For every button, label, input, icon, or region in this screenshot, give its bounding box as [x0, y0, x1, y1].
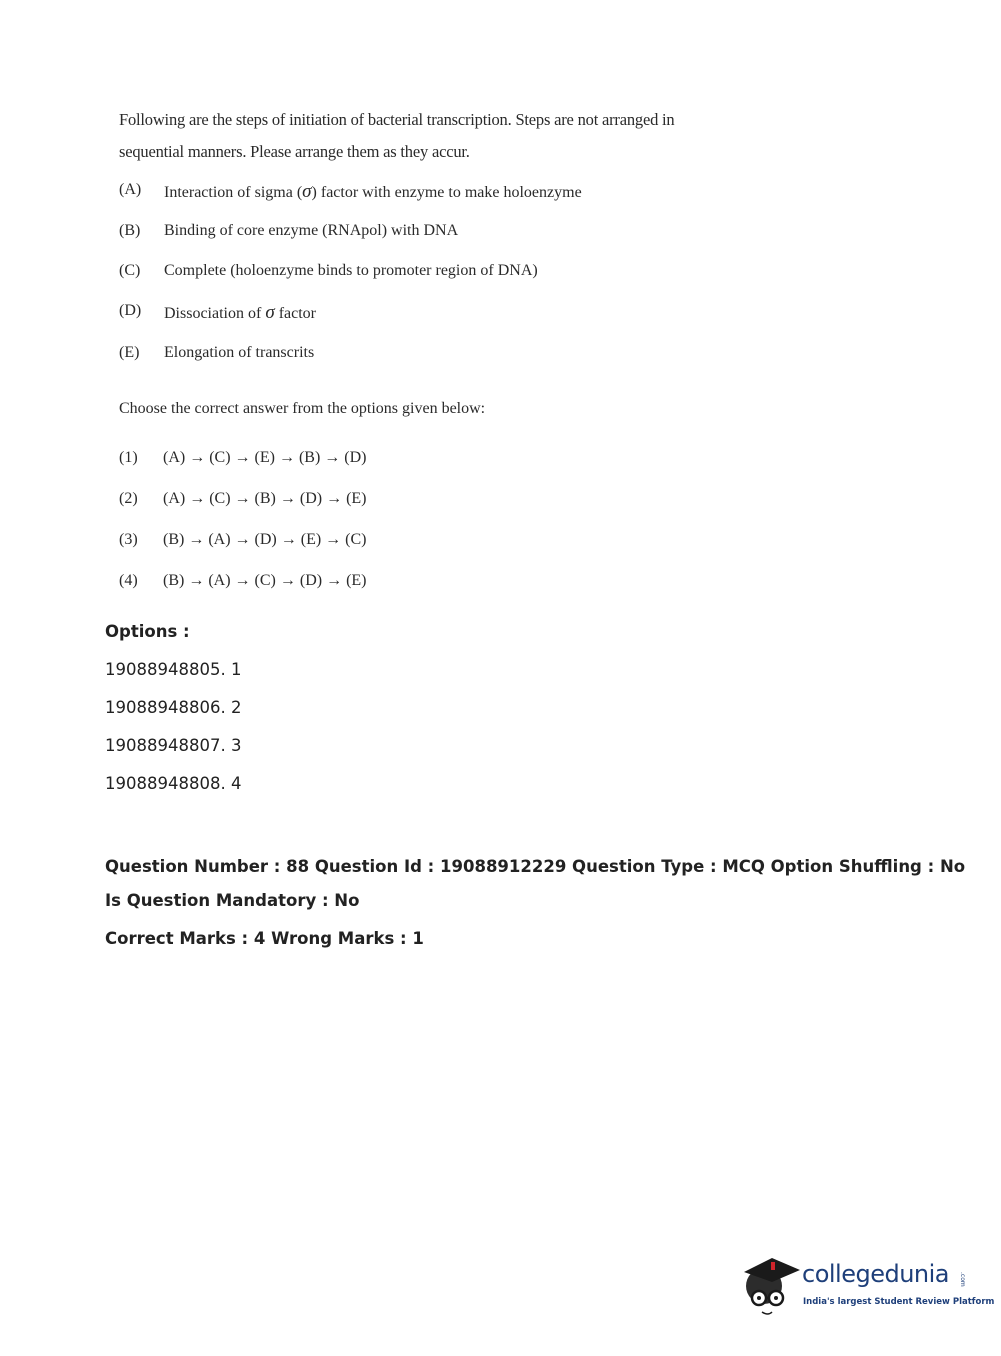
statement-text: Dissociation of — [164, 305, 266, 322]
sigma-symbol: σ — [302, 181, 312, 202]
option-item: 19088948805. 1 — [105, 660, 242, 679]
question-marks-line: Correct Marks : 4 Wrong Marks : 1 — [105, 929, 424, 948]
statement-tag: (E) — [119, 344, 140, 361]
statement-text: Binding of core enzyme (RNApol) with DNA — [164, 222, 459, 239]
choice-tag: (2) — [119, 490, 138, 507]
statement-tag: (D) — [119, 302, 142, 319]
statement-tag: (A) — [119, 181, 142, 198]
statement-text: Complete (holoenzyme binds to promoter region of DNA) — [164, 262, 538, 279]
statement-text: Elongation of transcrits — [164, 344, 315, 361]
question-instruction: Choose the correct answer from the options given below: — [119, 400, 486, 417]
sigma-symbol: σ — [265, 302, 275, 323]
question-info-line: Question Number : 88 Question Id : 19088912229 Question Type : MCQ Option Shuffling : No — [105, 857, 966, 876]
choice-tag: (1) — [119, 449, 138, 466]
option-item: 19088948806. 2 — [105, 698, 242, 717]
option-item: 19088948807. 3 — [105, 736, 242, 755]
statement-text: ) factor with enzyme to make holoenzyme — [311, 184, 582, 201]
options-heading: Options : — [105, 622, 190, 641]
choice-text: (A) → (C) → (B) → (D) → (E) — [163, 490, 367, 507]
statement-tag: (B) — [119, 222, 141, 239]
choice-text: (B) → (A) → (C) → (D) → (E) — [163, 572, 367, 589]
choice-tag: (4) — [119, 572, 138, 589]
statement-text: Interaction of sigma ( — [164, 184, 303, 201]
question-mandatory-line: Is Question Mandatory : No — [105, 891, 360, 910]
choice-tag: (3) — [119, 531, 138, 548]
statement-tag: (C) — [119, 262, 141, 279]
question-intro-line-1: Following are the steps of initiation of bacterial transcription. Steps are not arranged in — [119, 110, 675, 129]
question-intro-line-2: sequential manners. Please arrange them as they accur. — [119, 142, 470, 161]
choice-text: (A) → (C) → (E) → (B) → (D) — [163, 449, 367, 466]
statement-text: factor — [274, 305, 317, 322]
mascot-icon — [742, 1250, 802, 1320]
option-item: 19088948808. 4 — [105, 774, 242, 793]
logo-tagline: India's largest Student Review Platform — [803, 1297, 995, 1307]
logo-dotcom: .com — [959, 1272, 966, 1287]
logo-wordmark: collegedunia — [802, 1260, 950, 1288]
collegedunia-logo[interactable] — [742, 1250, 995, 1320]
choice-text: (B) → (A) → (D) → (E) → (C) — [163, 531, 367, 548]
